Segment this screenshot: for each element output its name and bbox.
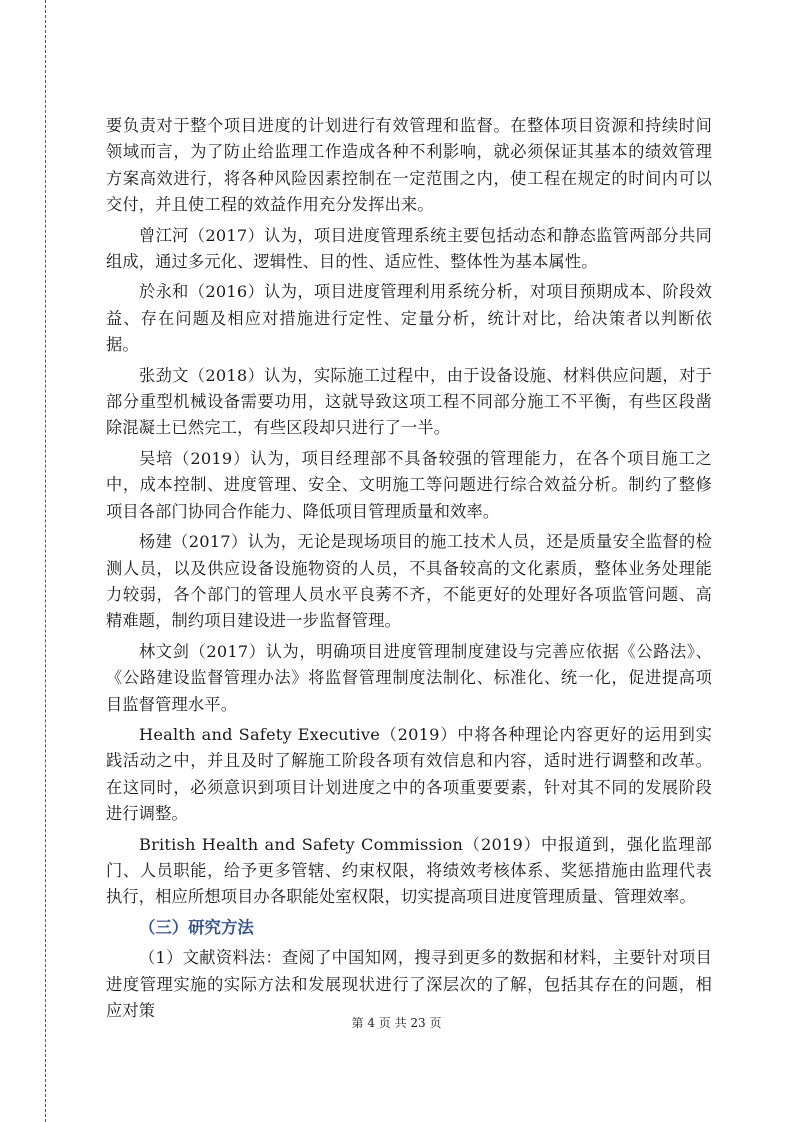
binding-margin-line	[45, 0, 46, 1122]
paragraph-yang-jian: 杨建（2017）认为，无论是现场项目的施工技术人员，还是质量安全监督的检测人员，以及供应设备设施物资的人员，不具备较高的文化素质，整体业务处理能力较弱，各个部门的管理人员水平良莠不齐，不能更好的处理好各项监管问题、高精难题，制约项目建设进一步监督管理。	[106, 532, 712, 631]
paragraph-hse: Health and Safety Executive（2019）中将各种理论内容更好的运用到实践活动之中，并且及时了解施工阶段各项有效信息和内容，适时进行调整和改革。在这同时，必须意识到项目计划进度之中的各项重要要素，针对其不同的发展阶段进行调整。	[106, 724, 712, 824]
paragraph-lin-wenjian: 林文剑（2017）认为，明确项目进度管理制度建设与完善应依据《公路法》、《公路建设监督管理办法》将监督管理制度法制化、标准化、统一化，促进提高项目监督管理水平。	[106, 641, 712, 714]
paragraph-yu-yonghe: 於永和（2016）认为，项目进度管理利用系统分析，对项目预期成本、阶段效益、存在问题及相应对措施进行定性、定量分析，统计对比，给决策者以判断依据。	[106, 282, 712, 355]
paragraph-continuation: 要负责对于整个项目进度的计划进行有效管理和监督。在整体项目资源和持续时间领域而言，为了防止给监理工作造成各种不利影响，就必须保证其基本的绩效管理方案高效进行，将各种风险因素控制在一定范围之内，使工程在规定的时间内可以交付，并且使工程的效益作用充分发挥出来。	[106, 116, 712, 215]
paragraph-literature-method: （1）文献资料法：查阅了中国知网，搜寻到更多的数据和材料，主要针对项目进度管理实施的实际方法和发展现状进行了深层次的了解，包括其存在的问题，相应对策	[106, 948, 712, 1020]
paragraph-zeng-jianghe: 曾江河（2017）认为，项目进度管理系统主要包括动态和静态监管两部分共同组成，通过多元化、逻辑性、目的性、适应性、整体性为基本属性。	[106, 225, 712, 272]
page-body	[106, 113, 712, 1028]
section-heading-research-methods: （三）研究方法	[139, 917, 254, 937]
page-number-footer: 第 4 页 共 23 页	[351, 1016, 442, 1030]
paragraph-british-hsc: British Health and Safety Commission（2019）中报道到，强化监理部门、人员职能，给予更多管辖、约束权限，将绩效考核体系、奖惩措施由监理代表执行，相应所想项目办各职能处室权限，切实提高项目进度管理质量、管理效率。	[106, 834, 712, 907]
paragraph-zhang-jinwen: 张劲文（2018）认为，实际施工过程中，由于设备设施、材料供应问题，对于部分重型机械设备需要功用，这就导致这项工程不同部分施工不平衡，有些区段凿除混凝土已然完工，有些区段却只进行了一半。	[106, 365, 712, 438]
paragraph-wu-pei: 吴培（2019）认为，项目经理部不具备较强的管理能力，在各个项目施工之中，成本控制、进度管理、安全、文明施工等问题进行综合效益分析。制约了整修项目各部门协同合作能力、降低项目管理质量和效率。	[106, 448, 712, 521]
